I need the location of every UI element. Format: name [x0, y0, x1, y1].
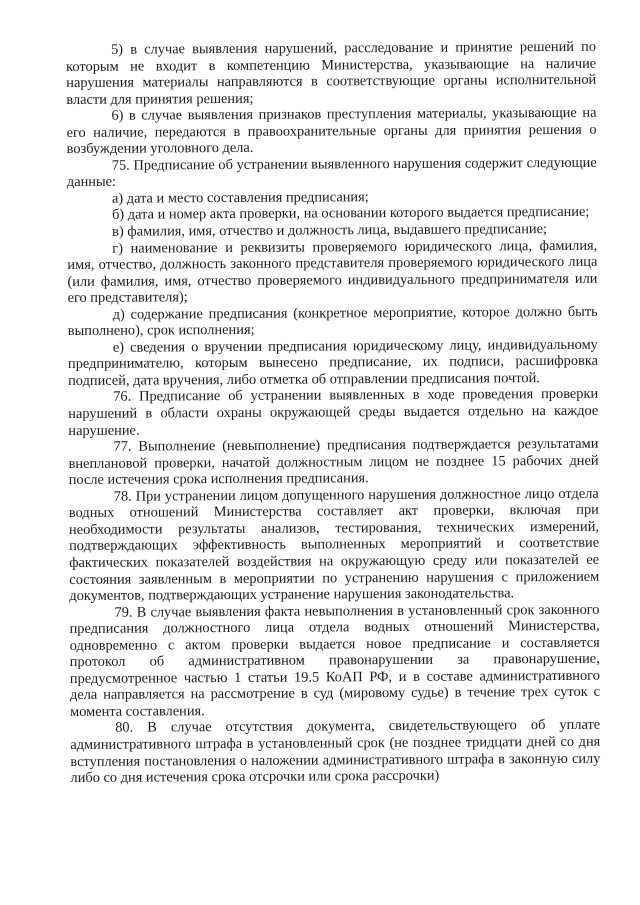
paragraph-item-6: 6) в случае выявления признаков преступления материалы, указывающие на его наличие, передаются в правоохранительные органы для принятия решения о возбуждении уголовного дела.: [66, 104, 597, 158]
paragraph-item-5: 5) в случае выявления нарушений, расследование и принятие решений по которым не входит в компетенцию Министерства, указывающие на наличие нарушения материалы направляются в соответствующие органы исполнительной власти для принятия решения;: [66, 38, 597, 108]
paragraph-75-g: г) наименование и реквизиты проверяемого юридического лица, фамилия, имя, отчество, должность законного представителя проверяемого юридического лица (или фамилия, имя, отчество проверяемого индивидуального предпринимателя или его представителя);: [67, 237, 598, 307]
paragraph-75: 75. Предписание об устранении выявленного нарушения содержит следующие данные:: [66, 154, 597, 191]
paragraph-76: 76. Предписание об устранении выявленных в ходе проведения проверки нарушений в области охраны окружающей среды выдается отдельно на каждое нарушение.: [68, 386, 599, 439]
document-body: [66, 39, 601, 787]
paragraph-75-a: а) дата и место составления предписания;: [111, 189, 369, 207]
paragraph-79: 79. В случае выявления факта невыполнения в установленный срок законного предписания должностного лица отдела водных отношений Министерства, одновременно с актом проверки выдается новое предписание и составляется протокол об административном правонарушении за правонарушение, предусмотренное частью 1 статьи 19.5 КоАП РФ, и в составе административного дела направляется на рассмотрение в суд (мировому судье) в течение трех суток с момента составления.: [69, 601, 601, 720]
paragraph-78: 78. При устранении лицом допущенного нарушения должностное лицо отдела водных отношений Министерства составляет акт проверки, включая при необходимости результаты анализов, тестирования, технических измерений, подтверждающих эффективность выполненных мероприятий и соответствие фактических показателей воздействия на окружающую среду или показателей ее состояния заявленным в мероприятии по устранению нарушения с приложением документов, подтверждающих устранение нарушения законодательства.: [68, 485, 600, 605]
paragraph-75-b: б) дата и номер акта проверки, на основании которого выдается предписание;: [112, 204, 590, 224]
paragraph-75-d: д) содержание предписания (конкретное мероприятие, которое должно быть выполнено), срок исполнения;: [67, 303, 598, 340]
paragraph-75-v: в) фамилия, имя, отчество и должность лица, выдавшего предписание;: [112, 221, 548, 240]
paragraph-77: 77. Выполнение (невыполнение) предписания подтверждается результатами внеплановой проверки, начатой должностным лицом не позднее 15 рабочих дней после истечения срока исполнения предписания.: [68, 435, 599, 489]
paragraph-80: 80. В случае отсутствия документа, свидетельствующего об уплате административного штрафа в установленный срок (не позднее тридцати дней со дня вступления постановления о наложении административного штрафа в законную силу либо со дня истечения срока отсрочки или срока рассрочки): [70, 717, 601, 787]
paragraph-75-e: е) сведения о вручении предписания юридическому лицу, индивидуальному предпринимателю, которым вынесено предписание, их подписи, расшифровка подписей, дата вручения, либо отметка об отправлении предписания почтой.: [67, 336, 599, 389]
